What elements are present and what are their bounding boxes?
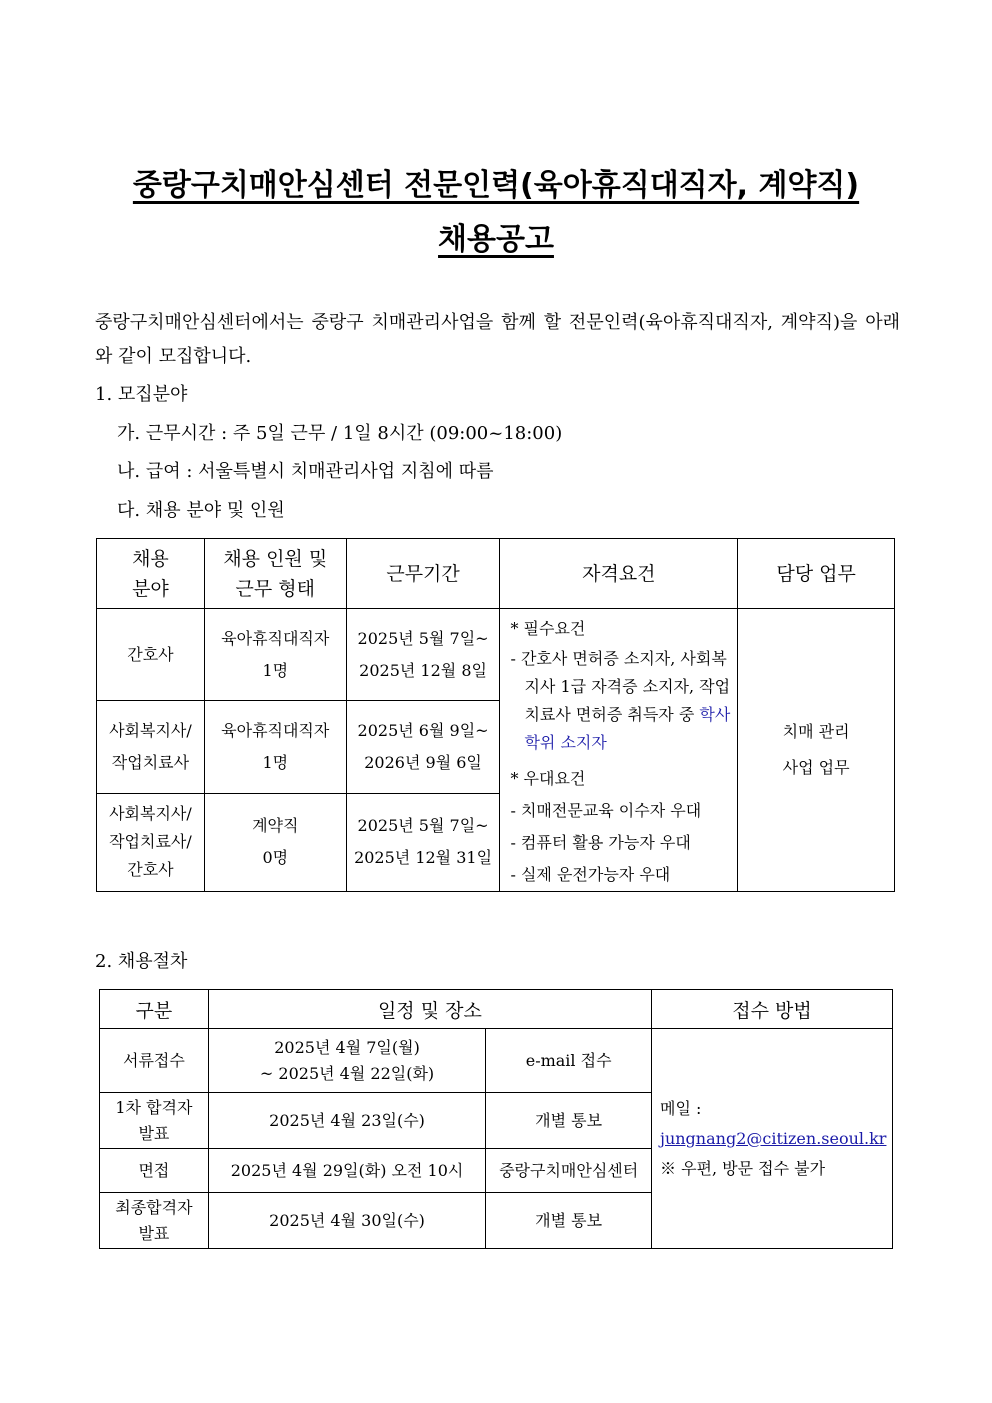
work-hours: 가. 근무시간 : 주 5일 근무 / 1일 8시간 (09:00~18:00) [117,423,563,444]
table-header-row [97,539,895,609]
intro-paragraph: 중랑구치매안심센터에서는 중랑구 치매관리사업을 함께 할 전문인력(육아휴직대직자, 계약직)을 아래와 같이 모집합니다. [95,312,900,367]
row-date: 2025년 4월 23일(수) [208,1093,485,1149]
method-cell: 메일 : jungnang2@citizen.seoul.kr ※ 우편, 방문 접수 불가 [651,1029,892,1249]
header-category: 구분 [100,990,209,1029]
salary: 나. 급여 : 서울특별시 치매관리사업 지침에 따름 [117,461,494,482]
row-type: 육아휴직대직자 1명 [204,701,346,793]
preferred-item: - 컴퓨터 활용 가능자 우대 [510,833,691,852]
row-place: 중랑구치매안심센터 [486,1149,652,1193]
row-period: 2025년 5월 7일~ 2025년 12월 8일 [346,609,500,701]
row-category: 최종합격자 발표 [100,1193,209,1249]
procedure-table [99,989,893,1249]
header-method: 접수 방법 [651,990,892,1029]
row-period: 2025년 5월 7일~ 2025년 12월 31일 [346,793,500,891]
header-field: 채용 분야 [97,539,205,609]
preferred-item: - 치매전문교육 이수자 우대 [510,801,702,820]
preferred-item: - 실제 운전가능자 우대 [510,865,671,884]
row-place: 개별 통보 [486,1093,652,1149]
method-note: ※ 우편, 방문 접수 불가 [659,1158,826,1178]
email-link[interactable]: jungnang2@citizen.seoul.kr [659,1128,887,1148]
row-type: 육아휴직대직자 1명 [204,609,346,701]
row-date: 2025년 4월 29일(화) 오전 10시 [208,1149,485,1193]
row-category: 면접 [100,1149,209,1193]
table-row [100,1029,893,1093]
title-line-2: 채용공고 [438,222,554,257]
row-category: 서류접수 [100,1029,209,1093]
row-place: 개별 통보 [486,1193,652,1249]
header-count: 채용 인원 및 근무 형태 [204,539,346,609]
row-type: 계약직 0명 [204,793,346,891]
table-row [97,609,895,701]
recruit-fields-heading: 다. 채용 분야 및 인원 [117,500,285,521]
row-field: 간호사 [97,609,205,701]
section-2-heading: 2. 채용절차 [95,951,188,972]
header-duty: 담당 업무 [738,539,895,609]
row-period: 2025년 6월 9일~ 2026년 9월 6일 [346,701,500,793]
title-line-1: 중랑구치매안심센터 전문인력(육아휴직대직자, 계약직) [132,168,860,203]
recruit-table [96,538,895,892]
row-date: 2025년 4월 30일(수) [208,1193,485,1249]
row-place: e-mail 접수 [486,1029,652,1093]
header-qualification: 자격요건 [500,539,738,609]
table-header-row [100,990,893,1029]
header-period: 근무기간 [346,539,500,609]
qualification-cell: * 필수요건 - 간호사 면허증 소지자, 사회복지사 1급 자격증 소지자, 작업치료사 면허증 취득자 중 학사학위 소지자 * 우대요건 - 치매전문교육 이수자 우대 - 컴퓨터 활용 가능자 우대 - 실제 운전가능자 우대 [500,609,738,892]
row-field: 사회복지사/ 작업치료사 [97,701,205,793]
required-qualification: - 간호사 면허증 소지자, 사회복지사 1급 자격증 소지자, 작업치료사 면허증 취득자 중 학사학위 소지자 [510,649,731,752]
duty-cell: 치매 관리 사업 업무 [738,609,895,892]
row-date: 2025년 4월 7일(월) ~ 2025년 4월 22일(화) [208,1029,485,1093]
header-schedule: 일정 및 장소 [208,990,651,1029]
degree-highlight: 학사학위 소지자 [524,705,731,752]
section-1-heading: 1. 모집분야 [95,384,188,405]
row-field: 사회복지사/ 작업치료사/ 간호사 [97,793,205,891]
row-category: 1차 합격자 발표 [100,1093,209,1149]
